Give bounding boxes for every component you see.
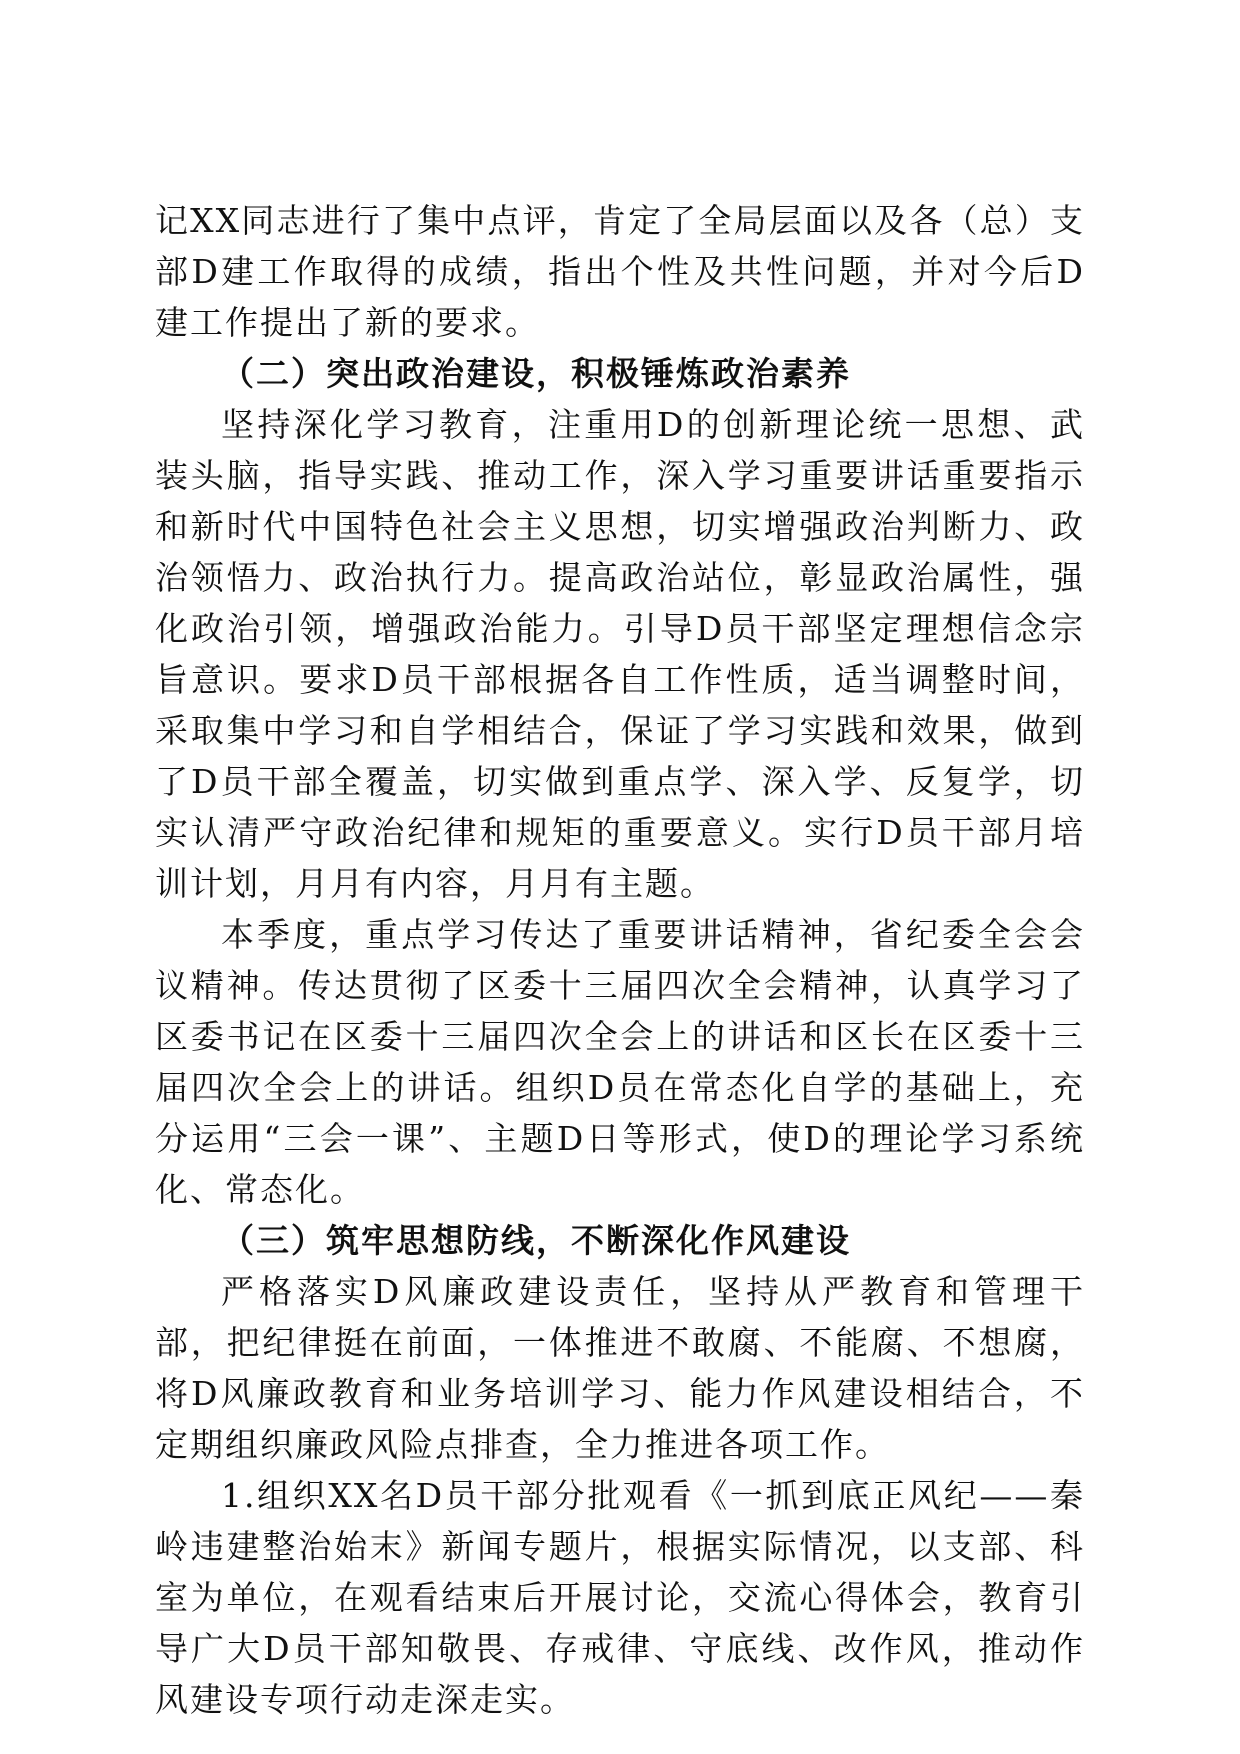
document-body (155, 195, 1085, 1725)
paragraph-item-1: 1.组织XX名D员干部分批观看《一抓到底正风纪——秦岭违建整治始末》新闻专题片，根据实际情况，以支部、科室为单位，在观看结束后开展讨论，交流心得体会，教育引导广大D员干部知敬畏、存戒律、守底线、改作风，推动作风建设专项行动走深走实。 (155, 1476, 1085, 1719)
paragraph-political-study: 坚持深化学习教育，注重用D的创新理论统一思想、武装头脑，指导实践、推动工作，深入学习重要讲话重要指示和新时代中国特色社会主义思想，切实增强政治判断力、政治领悟力、政治执行力。提高政治站位，彰显政治属性，强化政治引领，增强政治能力。引导D员干部坚定理想信念宗旨意识。要求D员干部根据各自工作性质，适当调整时间，采取集中学习和自学相结合，保证了学习实践和效果，做到了D员干部全覆盖，切实做到重点学、深入学、反复学，切实认清严守政治纪律和规矩的重要意义。实行D员干部月培训计划，月月有内容，月月有主题。 (155, 405, 1085, 903)
paragraph-integrity-responsibility: 严格落实D风廉政建设责任，坚持从严教育和管理干部，把纪律挺在前面，一体推进不敢腐、不能腐、不想腐，将D风廉政教育和业务培训学习、能力作风建设相结合，不定期组织廉政风险点排查，全力推进各项工作。 (155, 1272, 1085, 1464)
section-heading-2: （二）突出政治建设，积极锤炼政治素养 (221, 354, 851, 393)
section-heading-3: （三）筑牢思想防线，不断深化作风建设 (221, 1221, 851, 1260)
paragraph-quarter-study: 本季度，重点学习传达了重要讲话精神，省纪委全会会议精神。传达贯彻了区委十三届四次全会精神，认真学习了区委书记在区委十三届四次全会上的讲话和区长在区委十三届四次全会上的讲话。组织D员在常态化自学的基础上，充分运用“三会一课”、主题D日等形式，使D的理论学习系统化、常态化。 (155, 915, 1085, 1209)
continuation-paragraph: 记XX同志进行了集中点评，肯定了全局层面以及各（总）支部D建工作取得的成绩，指出个性及共性问题，并对今后D建工作提出了新的要求。 (155, 201, 1085, 342)
